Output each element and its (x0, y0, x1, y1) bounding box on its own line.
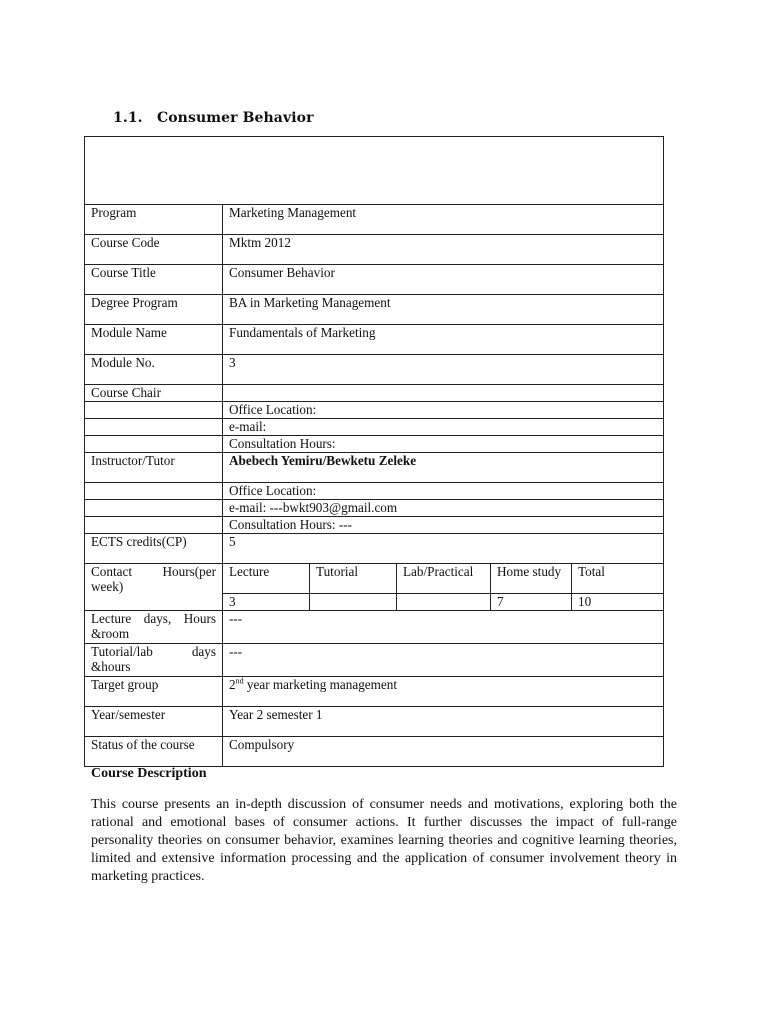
contact-value (397, 594, 491, 611)
row-value: BA in Marketing Management (223, 295, 664, 325)
label-word: Hours(per (162, 564, 216, 579)
row-value (223, 385, 664, 402)
table-row (85, 737, 664, 767)
table-row (85, 534, 664, 564)
table-row (85, 677, 664, 707)
row-value: Year 2 semester 1 (223, 707, 664, 737)
row-value: --- (223, 644, 664, 677)
table-row (85, 295, 664, 325)
contact-value (310, 594, 397, 611)
row-label: Status of the course (85, 737, 223, 767)
table-row (85, 644, 664, 677)
row-label: Program (85, 205, 223, 235)
blank-cell (85, 137, 664, 205)
contact-value: 7 (491, 594, 572, 611)
consultation-hours: Consultation Hours: --- (223, 517, 664, 534)
label-word: week) (91, 579, 124, 594)
table-row (85, 436, 664, 453)
section-title: Consumer Behavior (157, 110, 314, 126)
row-label: Year/semester (85, 707, 223, 737)
email: e-mail: (223, 419, 664, 436)
instructor-names: Abebech Yemiru/Bewketu Zeleke (223, 453, 664, 483)
row-label: Tutorial/lab days &hours (85, 644, 223, 677)
row-label (85, 564, 223, 611)
email: e-mail: ---bwkt903@gmail.com (223, 500, 664, 517)
table-row (85, 402, 664, 419)
row-label: ECTS credits(CP) (85, 534, 223, 564)
table-row (85, 265, 664, 295)
row-value: 2nd year marketing management (223, 677, 664, 707)
table-row (85, 385, 664, 402)
row-value: Mktm 2012 (223, 235, 664, 265)
row-value: Consumer Behavior (223, 265, 664, 295)
contact-header: Total (572, 564, 664, 594)
table-row (85, 483, 664, 500)
table-row (85, 355, 664, 385)
section-heading (113, 110, 314, 126)
course-info-table (84, 136, 664, 767)
table-row (85, 564, 664, 594)
office-location: Office Location: (223, 483, 664, 500)
row-label: Lecture days, Hours &room (85, 611, 223, 644)
table-row (85, 500, 664, 517)
description-heading: Course Description (91, 766, 207, 781)
row-value: Fundamentals of Marketing (223, 325, 664, 355)
table-row (85, 205, 664, 235)
contact-header: Tutorial (310, 564, 397, 594)
contact-value: 3 (223, 594, 310, 611)
row-value: 5 (223, 534, 664, 564)
row-label: Module No. (85, 355, 223, 385)
table-row (85, 517, 664, 534)
table-row (85, 453, 664, 483)
table-row (85, 325, 664, 355)
contact-header: Lab/Practical (397, 564, 491, 594)
contact-header: Home study (491, 564, 572, 594)
consultation-hours: Consultation Hours: (223, 436, 664, 453)
row-label: Course Code (85, 235, 223, 265)
contact-value: 10 (572, 594, 664, 611)
contact-header: Lecture (223, 564, 310, 594)
section-number: 1.1. (113, 110, 143, 126)
table-row (85, 235, 664, 265)
row-value: Compulsory (223, 737, 664, 767)
row-value: 3 (223, 355, 664, 385)
row-label: Instructor/Tutor (85, 453, 223, 483)
row-value: Marketing Management (223, 205, 664, 235)
table-row (85, 707, 664, 737)
table-row (85, 419, 664, 436)
description-text: This course presents an in-depth discussion of consumer needs and motivations, exploring both the rational and emotional bases of consumer actions. It further discusses the impact of full-range personality theories on consumer behavior, examines learning theories and cognitive learning theories, limited and extensive information processing and the application of consumer involvement theory in marketing practices. (91, 797, 677, 884)
label-word: Contact (91, 564, 133, 579)
table-row (85, 611, 664, 644)
blank-header-row (85, 137, 664, 205)
row-label: Course Chair (85, 385, 223, 402)
row-label: Degree Program (85, 295, 223, 325)
row-label: Module Name (85, 325, 223, 355)
row-label: Target group (85, 677, 223, 707)
row-value: --- (223, 611, 664, 644)
office-location: Office Location: (223, 402, 664, 419)
row-label: Course Title (85, 265, 223, 295)
